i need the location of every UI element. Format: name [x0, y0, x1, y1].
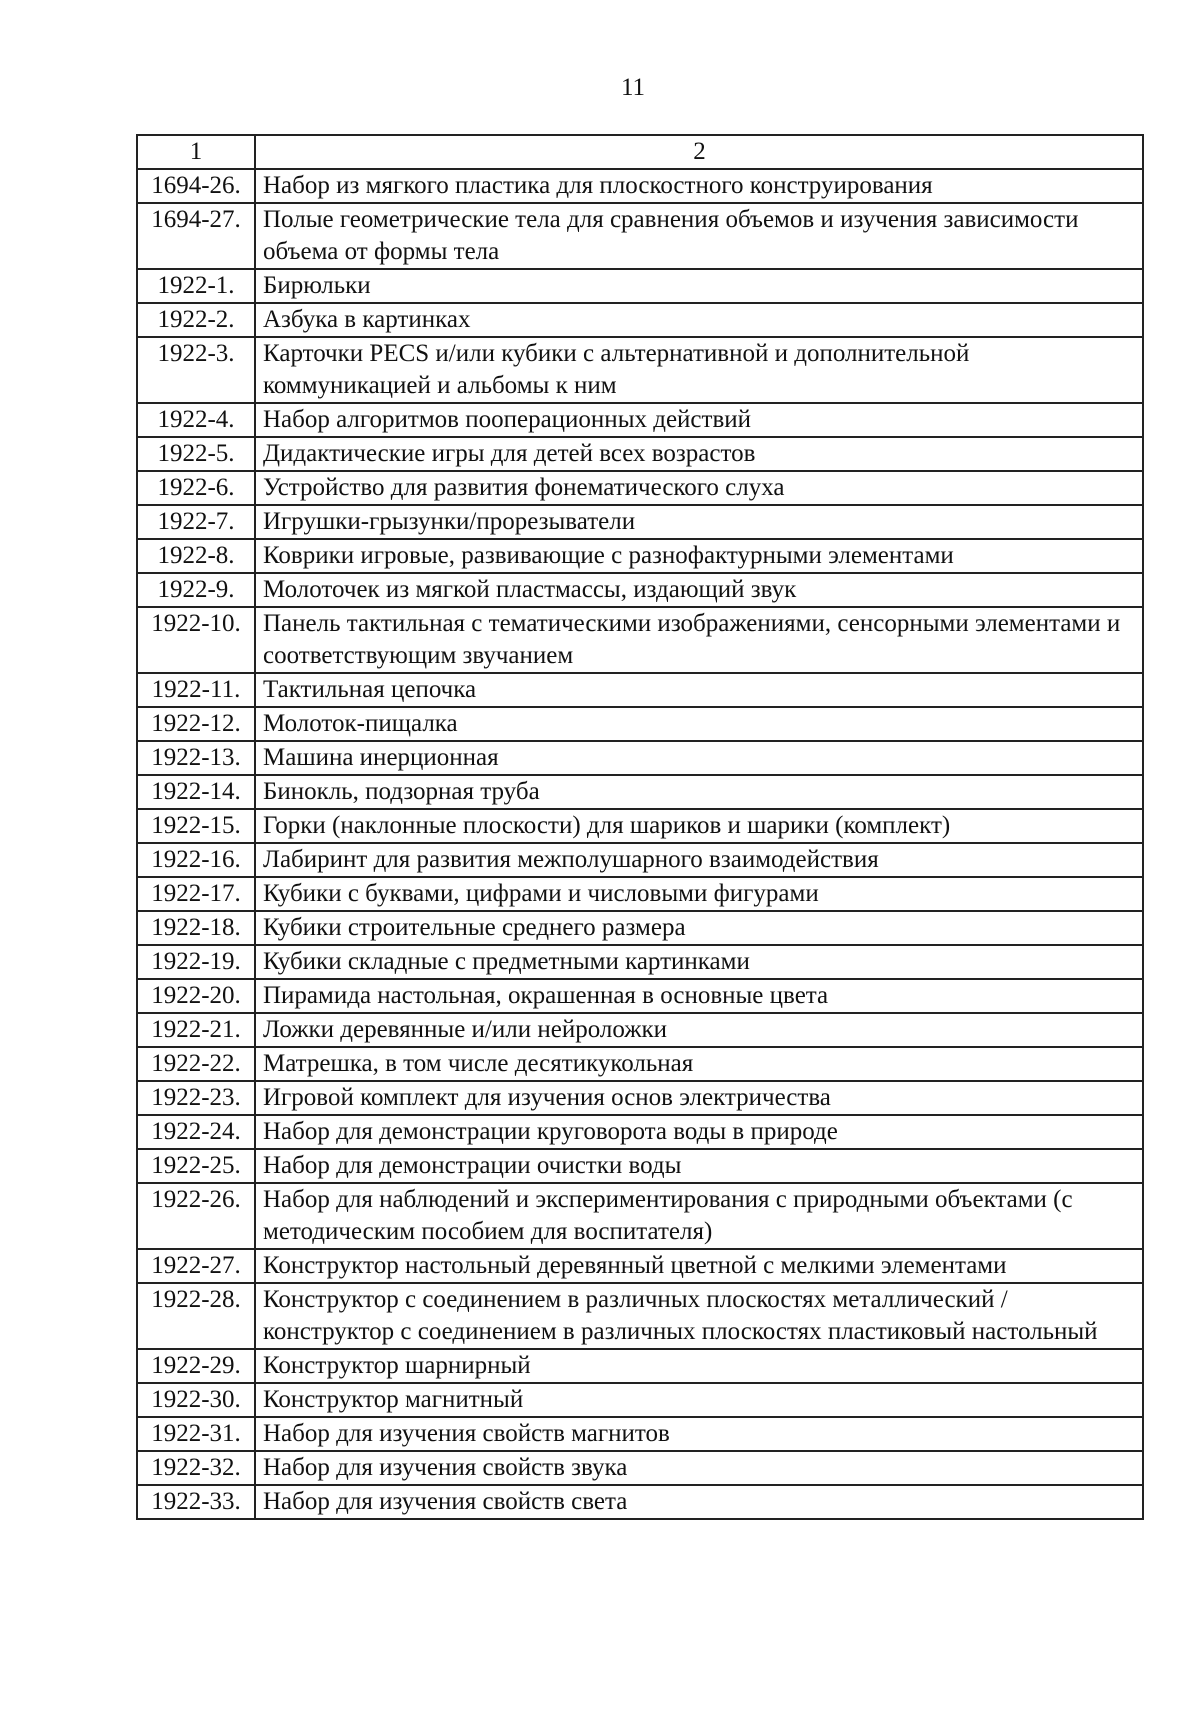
row-code: 1922-26.	[137, 1183, 255, 1249]
row-code: 1922-14.	[137, 775, 255, 809]
column-header-name: 2	[255, 135, 1143, 169]
row-name: Бирюльки	[255, 269, 1143, 303]
table-row	[137, 1013, 1143, 1047]
table-row	[137, 741, 1143, 775]
table-header-row	[137, 135, 1143, 169]
row-code: 1922-3.	[137, 337, 255, 403]
table-row	[137, 337, 1143, 403]
row-code: 1922-6.	[137, 471, 255, 505]
table-row	[137, 707, 1143, 741]
row-code: 1922-33.	[137, 1485, 255, 1519]
row-code: 1922-7.	[137, 505, 255, 539]
row-name: Дидактические игры для детей всех возрастов	[255, 437, 1143, 471]
row-code: 1922-29.	[137, 1349, 255, 1383]
row-code: 1922-4.	[137, 403, 255, 437]
row-name: Бинокль, подзорная труба	[255, 775, 1143, 809]
table-row	[137, 539, 1143, 573]
row-code: 1922-10.	[137, 607, 255, 673]
row-name: Молоток-пищалка	[255, 707, 1143, 741]
row-code: 1922-13.	[137, 741, 255, 775]
row-name: Полые геометрические тела для сравнения объемов и изучения зависимости объема от формы тела	[255, 203, 1143, 269]
table-row	[137, 877, 1143, 911]
table-row	[137, 203, 1143, 269]
row-name: Коврики игровые, развивающие с разнофактурными элементами	[255, 539, 1143, 573]
row-name: Лабиринт для развития межполушарного взаимодействия	[255, 843, 1143, 877]
row-code: 1694-26.	[137, 169, 255, 203]
row-name: Матрешка, в том числе десятикукольная	[255, 1047, 1143, 1081]
table-row	[137, 607, 1143, 673]
row-name: Конструктор с соединением в различных плоскостях металлический / конструктор с соединением в различных плоскостях пластиковый настольный	[255, 1283, 1143, 1349]
table-row	[137, 673, 1143, 707]
row-name: Конструктор шарнирный	[255, 1349, 1143, 1383]
row-name: Игровой комплект для изучения основ электричества	[255, 1081, 1143, 1115]
table-row	[137, 1451, 1143, 1485]
table-row	[137, 437, 1143, 471]
table-row	[137, 1349, 1143, 1383]
table-row	[137, 1183, 1143, 1249]
row-name: Конструктор настольный деревянный цветной с мелкими элементами	[255, 1249, 1143, 1283]
row-name: Набор для изучения свойств звука	[255, 1451, 1143, 1485]
row-code: 1922-17.	[137, 877, 255, 911]
row-code: 1922-12.	[137, 707, 255, 741]
table-row	[137, 303, 1143, 337]
row-code: 1922-32.	[137, 1451, 255, 1485]
table-row	[137, 403, 1143, 437]
row-code: 1922-21.	[137, 1013, 255, 1047]
table-row	[137, 945, 1143, 979]
row-code: 1922-24.	[137, 1115, 255, 1149]
row-name: Устройство для развития фонематического слуха	[255, 471, 1143, 505]
row-code: 1922-16.	[137, 843, 255, 877]
table-row	[137, 1081, 1143, 1115]
table-row	[137, 573, 1143, 607]
row-name: Кубики складные с предметными картинками	[255, 945, 1143, 979]
table-row	[137, 809, 1143, 843]
table-row	[137, 169, 1143, 203]
row-name: Машина инерционная	[255, 741, 1143, 775]
row-name: Пирамида настольная, окрашенная в основные цвета	[255, 979, 1143, 1013]
row-code: 1922-2.	[137, 303, 255, 337]
row-code: 1922-27.	[137, 1249, 255, 1283]
table-row	[137, 1115, 1143, 1149]
row-code: 1922-9.	[137, 573, 255, 607]
row-name: Карточки PECS и/или кубики с альтернативной и дополнительной коммуникацией и альбомы к ним	[255, 337, 1143, 403]
column-header-code: 1	[137, 135, 255, 169]
row-name: Игрушки-грызунки/прорезыватели	[255, 505, 1143, 539]
row-name: Набор для изучения свойств магнитов	[255, 1417, 1143, 1451]
row-code: 1922-20.	[137, 979, 255, 1013]
row-code: 1922-22.	[137, 1047, 255, 1081]
row-name: Горки (наклонные плоскости) для шариков и шарики (комплект)	[255, 809, 1143, 843]
table-row	[137, 843, 1143, 877]
row-code: 1922-19.	[137, 945, 255, 979]
row-code: 1922-8.	[137, 539, 255, 573]
row-code: 1922-11.	[137, 673, 255, 707]
page-number: 11	[620, 74, 646, 101]
row-code: 1694-27.	[137, 203, 255, 269]
row-name: Набор для наблюдений и экспериментирования с природными объектами (с методическим пособием для воспитателя)	[255, 1183, 1143, 1249]
table-row	[137, 979, 1143, 1013]
row-code: 1922-18.	[137, 911, 255, 945]
row-name: Азбука в картинках	[255, 303, 1143, 337]
table-row	[137, 1417, 1143, 1451]
table-row	[137, 269, 1143, 303]
row-code: 1922-1.	[137, 269, 255, 303]
table-row	[137, 1383, 1143, 1417]
table-row	[137, 471, 1143, 505]
row-name: Конструктор магнитный	[255, 1383, 1143, 1417]
table-row	[137, 775, 1143, 809]
row-name: Набор алгоритмов пооперационных действий	[255, 403, 1143, 437]
row-code: 1922-23.	[137, 1081, 255, 1115]
row-name: Набор для изучения свойств света	[255, 1485, 1143, 1519]
row-code: 1922-15.	[137, 809, 255, 843]
row-code: 1922-5.	[137, 437, 255, 471]
row-name: Тактильная цепочка	[255, 673, 1143, 707]
table-row	[137, 505, 1143, 539]
row-name: Набор из мягкого пластика для плоскостного конструирования	[255, 169, 1143, 203]
row-code: 1922-25.	[137, 1149, 255, 1183]
table-body	[137, 135, 1143, 1519]
row-name: Набор для демонстрации круговорота воды в природе	[255, 1115, 1143, 1149]
row-code: 1922-31.	[137, 1417, 255, 1451]
row-name: Набор для демонстрации очистки воды	[255, 1149, 1143, 1183]
table-row	[137, 1283, 1143, 1349]
table-row	[137, 911, 1143, 945]
row-code: 1922-28.	[137, 1283, 255, 1349]
row-name: Ложки деревянные и/или нейроложки	[255, 1013, 1143, 1047]
table-row	[137, 1485, 1143, 1519]
row-name: Кубики с буквами, цифрами и числовыми фигурами	[255, 877, 1143, 911]
row-code: 1922-30.	[137, 1383, 255, 1417]
table-row	[137, 1047, 1143, 1081]
table-row	[137, 1249, 1143, 1283]
row-name: Кубики строительные среднего размера	[255, 911, 1143, 945]
row-name: Панель тактильная с тематическими изображениями, сенсорными элементами и соответствующим звучанием	[255, 607, 1143, 673]
equipment-table	[136, 134, 1144, 1520]
table-row	[137, 1149, 1143, 1183]
row-name: Молоточек из мягкой пластмассы, издающий звук	[255, 573, 1143, 607]
